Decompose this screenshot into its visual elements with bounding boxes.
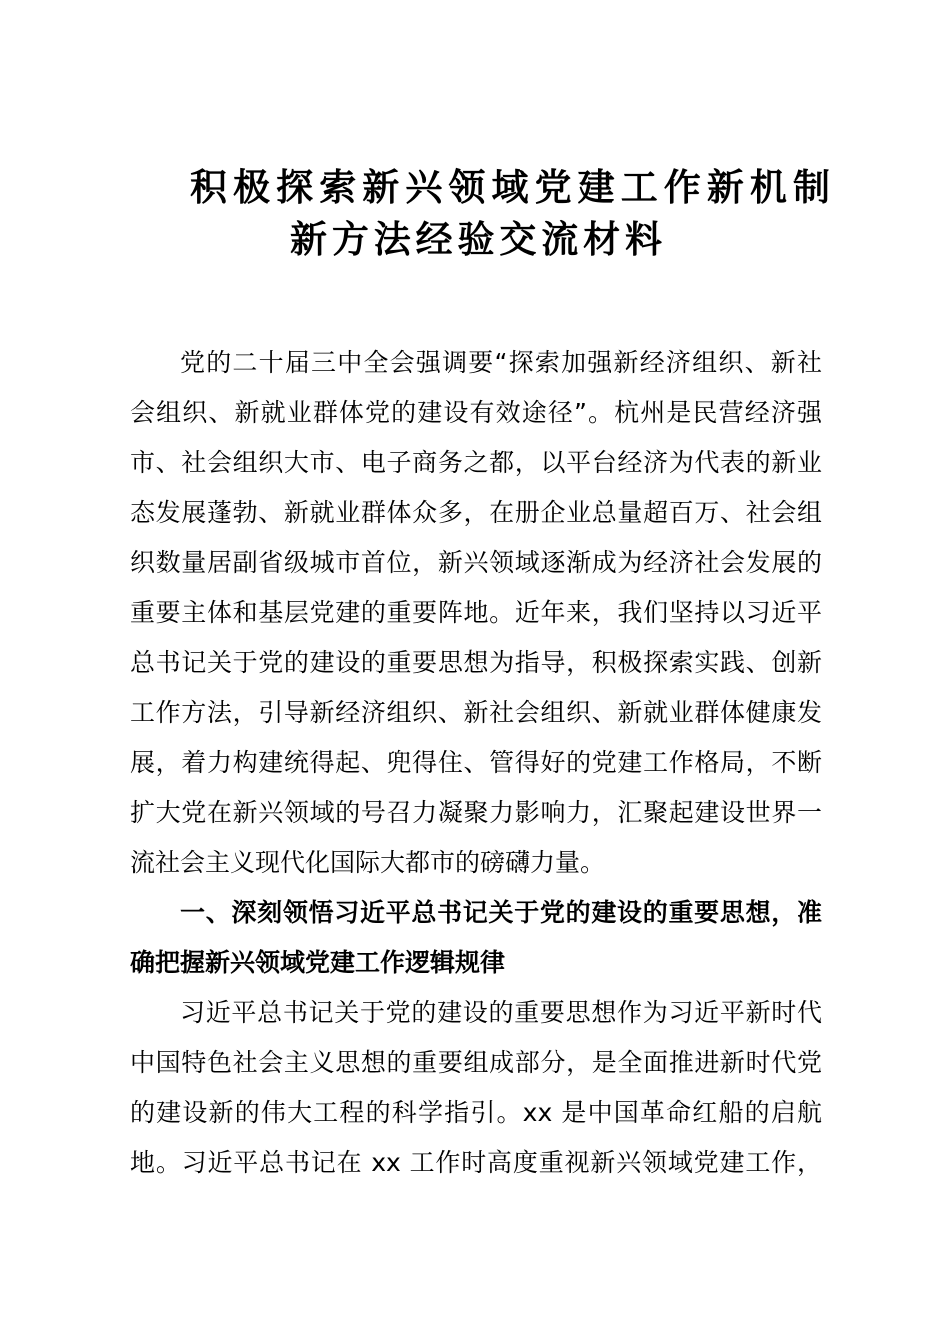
text-line: 工作方法，引导新经济组织、新社会组织、新就业群体健康发: [130, 698, 822, 727]
text-line: 重要主体和基层党建的重要阵地。近年来，我们坚持以习近平: [130, 598, 822, 627]
text-line: 地。习近平总书记在 xx 工作时高度重视新兴领域党建工作，: [130, 1148, 822, 1177]
text-line: 会组织、新就业群体党的建设有效途径”。杭州是民营经济强: [130, 398, 822, 427]
text-line: 展，着力构建统得起、兜得住、管得好的党建工作格局，不断: [130, 748, 822, 777]
text-line: 态发展蓬勃、新就业群体众多，在册企业总量超百万、社会组: [130, 498, 822, 527]
document-title-line-1: 积极探索新兴领域党建工作新机制: [190, 166, 830, 209]
heading-line: 一、深刻领悟习近平总书记关于党的建设的重要思想，准: [180, 898, 822, 927]
text-line: 流社会主义现代化国际大都市的磅礴力量。: [130, 848, 606, 877]
text-line: 织数量居副省级城市首位，新兴领域逐渐成为经济社会发展的: [130, 548, 822, 577]
document-title-line-2: 新方法经验交流材料: [290, 218, 662, 261]
text-line: 市、社会组织大市、电子商务之都，以平台经济为代表的新业: [130, 448, 822, 477]
text-line: 总书记关于党的建设的重要思想为指导，积极探索实践、创新: [130, 648, 822, 677]
text-line: 的建设新的伟大工程的科学指引。xx 是中国革命红船的启航: [130, 1098, 822, 1127]
text-line: 中国特色社会主义思想的重要组成部分，是全面推进新时代党: [130, 1048, 822, 1077]
text-line: 党的二十届三中全会强调要“探索加强新经济组织、新社: [180, 348, 822, 377]
text-line: 扩大党在新兴领域的号召力凝聚力影响力，汇聚起建设世界一: [130, 798, 822, 827]
text-line: 习近平总书记关于党的建设的重要思想作为习近平新时代: [180, 998, 822, 1027]
heading-line: 确把握新兴领域党建工作逻辑规律: [130, 948, 506, 977]
